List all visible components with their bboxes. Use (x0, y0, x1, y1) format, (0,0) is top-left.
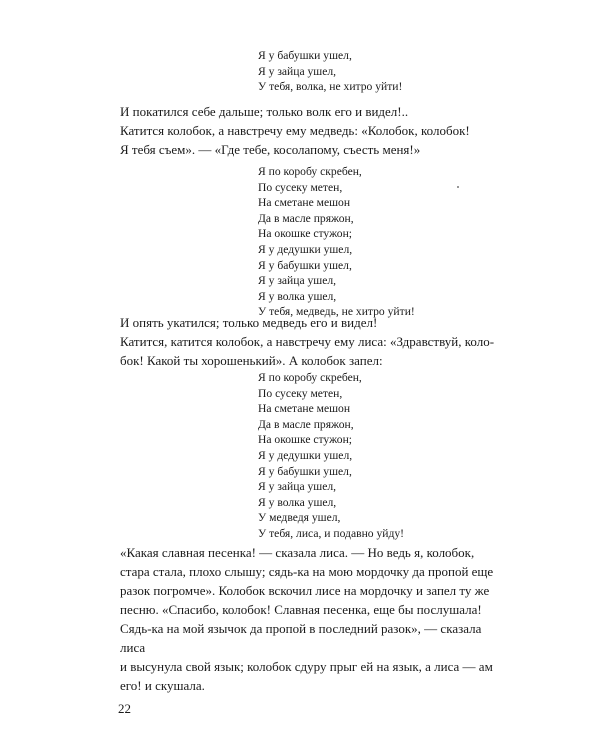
verse-line: Да в масле пряжон, (258, 417, 354, 431)
verse-line: На окошке стужон; (258, 227, 353, 241)
verse-line: Я у дедушки ушел, (258, 448, 353, 462)
verse-1 (258, 48, 402, 95)
prose-line: и высунула свой язык; колобок сдуру прыг ей на язык, а лиса — ам (120, 659, 493, 674)
verse-line: Я у волка ушел, (258, 495, 337, 509)
verse-line: Я у зайца ушел, (258, 64, 337, 78)
paragraph-1 (120, 102, 500, 159)
prose-line: Катится колобок, а навстречу ему медведь: «Колобок, колобок! (120, 123, 470, 138)
verse-line: Я у дедушки ушел, (258, 242, 353, 256)
verse-line: Да в масле пряжон, (258, 211, 354, 225)
verse-line: На сметане мешон (258, 402, 351, 416)
verse-line: У медведя ушел, (258, 511, 341, 525)
prose-line: И опять укатился; только медведь его и видел! (120, 315, 378, 330)
verse-line: У тебя, лиса, и подавно уйду! (258, 526, 405, 540)
verse-3 (258, 370, 404, 542)
paragraph-3 (120, 543, 500, 695)
prose-line: И покатился себе дальше; только волк его и видел!.. (120, 104, 409, 119)
verse-line: Я по коробу скребен, (258, 165, 362, 178)
prose-line: Сядь-ка на мой язычок да пропой в последний разок», — сказала лиса (120, 621, 482, 655)
page-number: 22 (118, 701, 131, 716)
verse-line: Я у бабушки ушел, (258, 258, 352, 272)
verse-line: Я у бабушки ушел, (258, 49, 352, 62)
prose-line: его! и скушала. (120, 678, 205, 693)
paragraph-2 (120, 313, 500, 370)
prose-line: разок погромче». Колобок вскочил лисе на мордочку и запел ту же (120, 583, 490, 598)
prose-line: «Какая славная песенка! — сказала лиса. — Но ведь я, колобок, (120, 545, 475, 560)
verse-line: Я у бабушки ушел, (258, 464, 352, 478)
verse-line: На окошке стужон; (258, 433, 353, 447)
verse-line: У тебя, медведь, не хитро уйти! (258, 305, 415, 319)
verse-line: Я по коробу скребен, (258, 371, 362, 384)
verse-line: Я у зайца ушел, (258, 480, 337, 494)
prose-line: бок! Какой ты хорошенький». А колобок запел: (120, 353, 383, 368)
verse-line: По сусеку метен, (258, 386, 343, 400)
verse-line: У тебя, волка, не хитро уйти! (258, 80, 403, 94)
prose-line: Я тебя съем». — «Где тебе, косолапому, съесть меня!» (120, 142, 421, 157)
verse-line: Я у зайца ушел, (258, 274, 337, 288)
print-speck (457, 186, 459, 188)
verse-2 (258, 164, 415, 320)
prose-line: Катится, катится колобок, а навстречу ему лиса: «Здравствуй, коло- (120, 334, 495, 349)
verse-line: На сметане мешон (258, 196, 351, 210)
prose-line: песню. «Спасибо, колобок! Славная песенка, еще бы послушала! (120, 602, 482, 617)
prose-line: стара стала, плохо слышу; сядь-ка на мою мордочку да пропой еще (120, 564, 494, 579)
verse-line: Я у волка ушел, (258, 289, 337, 303)
verse-line: По сусеку метен, (258, 180, 343, 194)
